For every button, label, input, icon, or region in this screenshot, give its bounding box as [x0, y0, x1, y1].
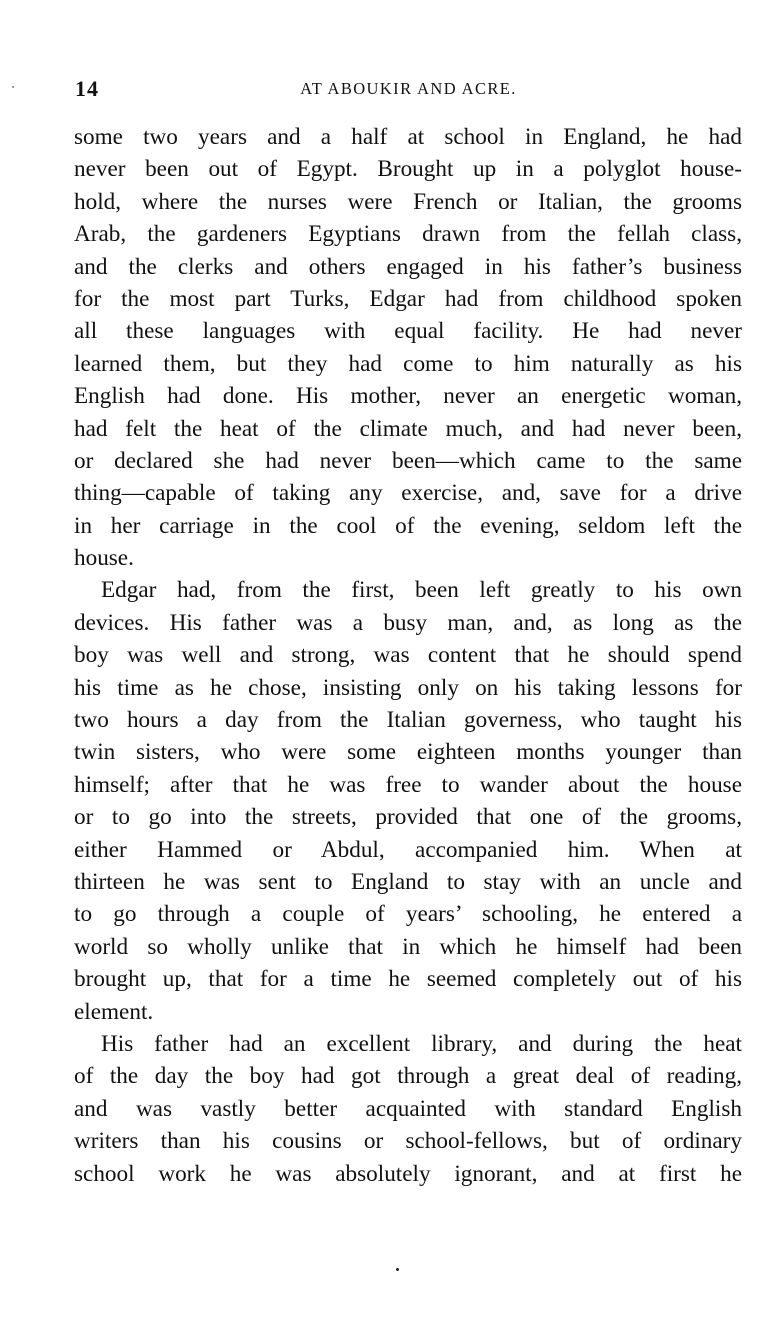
text-line: His father had an excellent library, and during the heat	[101, 1030, 742, 1057]
text-line: house.	[74, 545, 134, 572]
text-line: for the most part Turks, Edgar had from childhood spoken	[74, 285, 742, 312]
text-line: school work he was absolutely ignorant, and at first he	[74, 1160, 742, 1187]
text-line: in her carriage in the cool of the evening, seldom left the	[74, 512, 742, 539]
paragraph-2	[74, 574, 742, 1027]
text-line: devices. His father was a busy man, and, as long as the	[74, 609, 742, 636]
text-line: brought up, that for a time he seemed completely out of his	[74, 966, 742, 993]
text-line: either Hammed or Abdul, accompanied him. When at	[74, 836, 742, 863]
body-text	[74, 121, 742, 1190]
text-line: of the day the boy had got through a great deal of reading,	[74, 1063, 742, 1090]
text-line: boy was well and strong, was content that he should spend	[74, 642, 742, 669]
text-line: and the clerks and others engaged in his father’s business	[74, 253, 742, 280]
text-line: thirteen he was sent to England to stay with an uncle and	[74, 868, 742, 895]
text-line: to go through a couple of years’ schooling, he entered a	[74, 901, 742, 928]
text-line: and was vastly better acquainted with standard English	[74, 1095, 742, 1122]
text-line: Arab, the gardeners Egyptians drawn from the fellah class,	[74, 221, 742, 248]
text-line: or to go into the streets, provided that one of the grooms,	[74, 804, 742, 831]
text-line: learned them, but they had come to him naturally as his	[74, 350, 742, 377]
text-line: some two years and a half at school in England, he had	[74, 124, 742, 150]
text-line: hold, where the nurses were French or Italian, the grooms	[74, 188, 742, 215]
text-line: never been out of Egypt. Brought up in a polyglot house-	[74, 156, 742, 183]
text-line: element.	[74, 998, 154, 1025]
text-line: himself; after that he was free to wander about the house	[74, 771, 742, 798]
paragraph-3	[74, 1028, 742, 1190]
text-line: had felt the heat of the climate much, and had never been,	[74, 415, 742, 442]
text-line: writers than his cousins or school-fellows, but of ordinary	[74, 1128, 742, 1155]
text-line: two hours a day from the Italian governess, who taught his	[74, 707, 742, 734]
text-line: English had done. His mother, never an energetic woman,	[74, 383, 742, 410]
paragraph-1	[74, 121, 742, 574]
page-number: 14	[75, 76, 99, 101]
text-line: his time as he chose, insisting only on his taking lessons for	[74, 674, 742, 701]
text-line: thing—capable of taking any exercise, and, save for a drive	[74, 480, 742, 507]
text-line: all these languages with equal facility. He had never	[74, 318, 742, 345]
text-line: twin sisters, who were some eighteen months younger than	[74, 739, 742, 766]
footer-ink-dot	[396, 1268, 399, 1271]
text-line: Edgar had, from the first, been left greatly to his own	[101, 577, 742, 604]
text-line: world so wholly unlike that in which he himself had been	[74, 933, 742, 960]
text-line: or declared she had never been—which came to the same	[74, 447, 742, 474]
stray-ink-mark	[12, 86, 14, 88]
page-header	[75, 76, 742, 102]
running-title: AT ABOUKIR AND ACRE.	[300, 79, 517, 98]
